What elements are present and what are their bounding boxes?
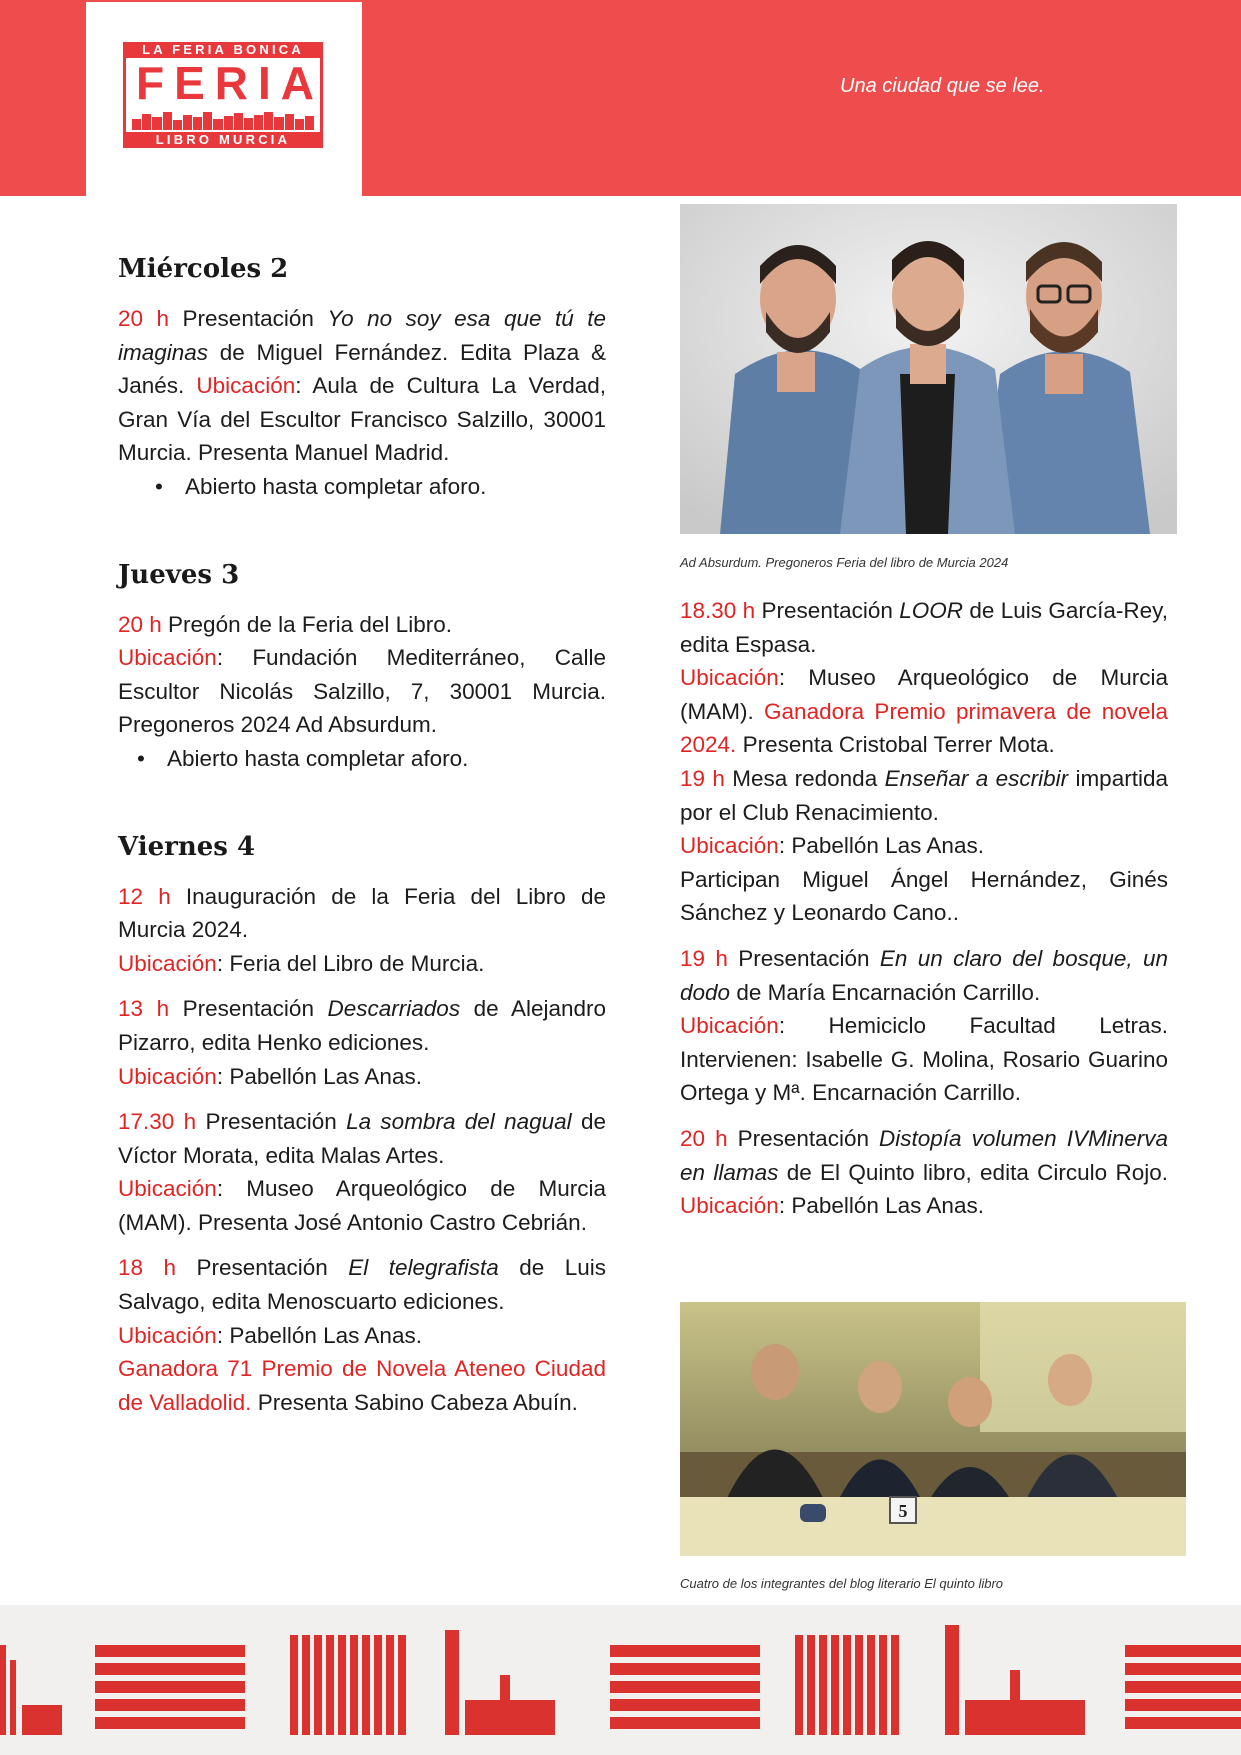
header-banner (0, 0, 1241, 196)
bullet-item: • Abierto hasta completar aforo. (167, 742, 606, 776)
event-paragraph: 17.30 h Presentación La sombra del nagual de Víctor Morata, edita Malas Artes. Ubicación: Museo Arqueológico de Murcia (MAM). Presenta José Antonio Castro Cebrián. (118, 1109, 607, 1235)
event-paragraph: 13 h Presentación Descarriados de Alejandro Pizarro, edita Henko ediciones. Ubicación: Pabellón Las Anas. (118, 996, 607, 1089)
event-paragraph: 18 h Presentación El telegrafista de Luis Salvago, edita Menoscuarto ediciones. Ubicación: Pabellón Las Anas. Ganadora 71 Premio de Novela Ateneo Ciudad de Valladolid. Presenta Sabino Cabeza Abuín. (118, 1255, 606, 1415)
feria-libro-logo (123, 42, 323, 148)
event-paragraph: 19 h Presentación En un claro del bosque, un dodo de María Encarnación Carrillo. Ubicación: Hemiciclo Facultad Letras. Intervienen: Isabelle G. Molina, Rosario Guarino Ortega y Mª. Encarnación Carrillo. (680, 945, 1168, 1106)
day-heading-jueves: Jueves 3 (118, 559, 240, 590)
logo-books-icon (132, 112, 314, 130)
bullet-item: • Abierto hasta completar aforo. (185, 470, 606, 504)
event-paragraph: 20 h Pregón de la Feria del Libro. Ubicación: Fundación Mediterráneo, Calle Escultor Nicolás Salzillo, 7, 30001 Murcia. Pregoneros 2024 Ad Absurdum. (118, 611, 606, 738)
left-column (118, 254, 606, 1419)
logo-word: FERIA (136, 57, 324, 109)
event-paragraph: 18.30 h Presentación LOOR de Luis García-Rey, edita Espasa. Ubicación: Museo Arqueológico de Murcia (MAM). Ganadora Premio primavera de novela 2024. Presenta Cristobal Terrer Mota. (680, 598, 1168, 758)
logo-top-text: LA FERIA BONICA (123, 42, 323, 58)
event-paragraph: 20 h Presentación Yo no soy esa que tú te imaginas de Miguel Fernández. Edita Plaza & Janés. Ubicación: Aula de Cultura La Verdad, Gran Vía del Escultor Francisco Salzillo, 30001 Murcia. Presenta Manuel Madrid. (118, 306, 607, 466)
footer-bookshelf-pattern (0, 1605, 1241, 1755)
tagline: Una ciudad que se lee. (840, 75, 1045, 97)
day-heading-miercoles: Miércoles 2 (118, 254, 289, 284)
photo-ad-absurdum (680, 204, 1177, 534)
event-paragraph: 12 h Inauguración de la Feria del Libro de Murcia 2024. Ubicación: Feria del Libro de Murcia. (118, 883, 606, 976)
logo-box (86, 2, 362, 196)
photo-caption: Ad Absurdum. Pregoneros Feria del libro de Murcia 2024 (680, 555, 1009, 570)
day-heading-viernes: Viernes 4 (118, 831, 256, 862)
bullet-list (185, 470, 606, 504)
photo-el-quinto-libro (680, 1302, 1186, 1556)
bullet-list (167, 742, 606, 776)
photo-sign-number: 5 (898, 1501, 908, 1521)
logo-frame (123, 58, 323, 132)
photo-caption: Cuatro de los integrantes del blog literario El quinto libro (680, 1576, 1004, 1591)
right-column (680, 594, 1168, 1223)
event-paragraph: 19 h Mesa redonda Enseñar a escribir impartida por el Club Renacimiento. Ubicación: Pabellón Las Anas. Participan Miguel Ángel Hernández, Ginés Sánchez y Leonardo Cano.. (680, 765, 1168, 926)
event-paragraph: 20 h Presentación Distopía volumen IVMinerva en llamas de El Quinto libro, edita Circulo Rojo. Ubicación: Pabellón Las Anas. (680, 1125, 1169, 1219)
logo-bottom-text: LIBRO MURCIA (123, 132, 323, 148)
